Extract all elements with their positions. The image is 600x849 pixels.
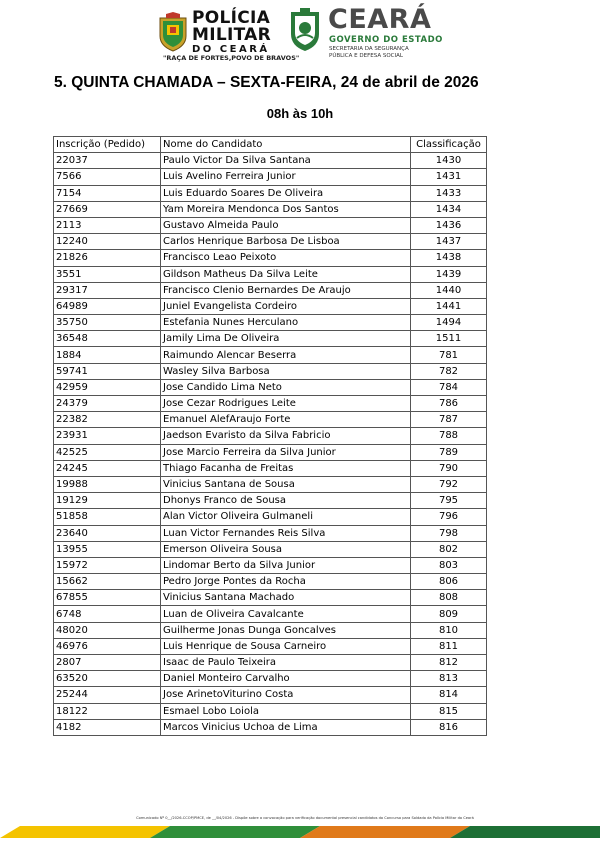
cell-inscricao: 35750 — [54, 315, 161, 331]
table-row — [54, 574, 487, 590]
document-title: 5. QUINTA CHAMADA – SEXTA-FEIRA, 24 de abril de 2026 — [54, 74, 479, 91]
cell-nome: Jose Marcio Ferreira da Silva Junior — [161, 444, 411, 460]
cell-inscricao: 22382 — [54, 412, 161, 428]
stripe-band — [300, 826, 470, 838]
cell-inscricao: 36548 — [54, 331, 161, 347]
cell-inscricao: 46976 — [54, 638, 161, 654]
cell-inscricao: 67855 — [54, 590, 161, 606]
ceara-logo — [288, 4, 448, 60]
cell-nome: Juniel Evangelista Cordeiro — [161, 298, 411, 314]
table-row — [54, 493, 487, 509]
cell-inscricao: 7154 — [54, 185, 161, 201]
cell-classificacao: 1438 — [411, 250, 487, 266]
table-row — [54, 201, 487, 217]
cell-inscricao: 23931 — [54, 428, 161, 444]
table-row — [54, 217, 487, 233]
footer-stripe — [0, 826, 600, 838]
table-row — [54, 525, 487, 541]
cell-classificacao: 1511 — [411, 331, 487, 347]
cell-inscricao: 64989 — [54, 298, 161, 314]
cell-nome: Marcos Vinicius Uchoa de Lima — [161, 719, 411, 735]
cell-inscricao: 1884 — [54, 347, 161, 363]
cell-nome: Vinicius Santana de Sousa — [161, 476, 411, 492]
table-row — [54, 412, 487, 428]
cell-classificacao: 812 — [411, 655, 487, 671]
cell-classificacao: 803 — [411, 557, 487, 573]
header-classificacao: Classificação — [411, 137, 487, 153]
cell-classificacao: 798 — [411, 525, 487, 541]
cell-inscricao: 7566 — [54, 169, 161, 185]
cell-classificacao: 1494 — [411, 315, 487, 331]
cell-inscricao: 27669 — [54, 201, 161, 217]
cell-classificacao: 787 — [411, 412, 487, 428]
table-row — [54, 428, 487, 444]
table-row — [54, 153, 487, 169]
cell-classificacao: 786 — [411, 396, 487, 412]
table-row — [54, 444, 487, 460]
ceara-logo-gov: GOVERNO DO ESTADO — [329, 35, 443, 45]
cell-inscricao: 12240 — [54, 234, 161, 250]
cell-nome: Isaac de Paulo Teixeira — [161, 655, 411, 671]
cell-inscricao: 25244 — [54, 687, 161, 703]
cell-classificacao: 784 — [411, 379, 487, 395]
table-header-row — [54, 137, 487, 153]
cell-classificacao: 792 — [411, 476, 487, 492]
cell-classificacao: 813 — [411, 671, 487, 687]
pm-logo-line3: DO CEARÁ — [192, 44, 270, 55]
cell-inscricao: 2113 — [54, 217, 161, 233]
pm-logo-line2: MILITAR — [192, 25, 272, 45]
cell-nome: Emanuel AlefAraujo Forte — [161, 412, 411, 428]
cell-classificacao: 1431 — [411, 169, 487, 185]
cell-inscricao: 51858 — [54, 509, 161, 525]
cell-nome: Carlos Henrique Barbosa De Lisboa — [161, 234, 411, 250]
table-row — [54, 638, 487, 654]
header-nome: Nome do Candidato — [161, 137, 411, 153]
cell-nome: Wasley Silva Barbosa — [161, 363, 411, 379]
cell-nome: Luan Victor Fernandes Reis Silva — [161, 525, 411, 541]
table-row — [54, 476, 487, 492]
table-row — [54, 687, 487, 703]
pm-logo-motto: "RAÇA DE FORTES,POVO DE BRAVOS" — [163, 54, 300, 62]
cell-inscricao: 6748 — [54, 606, 161, 622]
cell-classificacao: 1434 — [411, 201, 487, 217]
cell-classificacao: 810 — [411, 622, 487, 638]
cell-nome: Jose Cezar Rodrigues Leite — [161, 396, 411, 412]
table-row — [54, 557, 487, 573]
cell-nome: Dhonys Franco de Sousa — [161, 493, 411, 509]
cell-classificacao: 1437 — [411, 234, 487, 250]
cell-inscricao: 24379 — [54, 396, 161, 412]
time-slot: 08h às 10h — [266, 106, 334, 121]
cell-classificacao: 806 — [411, 574, 487, 590]
cell-inscricao: 15972 — [54, 557, 161, 573]
cell-nome: Emerson Oliveira Sousa — [161, 541, 411, 557]
cell-classificacao: 789 — [411, 444, 487, 460]
cell-nome: Jaedson Evaristo da Silva Fabricio — [161, 428, 411, 444]
cell-nome: Daniel Monteiro Carvalho — [161, 671, 411, 687]
cell-classificacao: 781 — [411, 347, 487, 363]
cell-inscricao: 29317 — [54, 282, 161, 298]
cell-inscricao: 13955 — [54, 541, 161, 557]
ceara-logo-sec-line1: SECRETARIA DA SEGURANÇA — [329, 46, 409, 52]
table-row — [54, 719, 487, 735]
cell-nome: Gustavo Almeida Paulo — [161, 217, 411, 233]
cell-inscricao: 3551 — [54, 266, 161, 282]
cell-inscricao: 2807 — [54, 655, 161, 671]
stripe-band — [150, 826, 320, 838]
cell-nome: Luan de Oliveira Cavalcante — [161, 606, 411, 622]
cell-classificacao: 811 — [411, 638, 487, 654]
cell-nome: Jose Candido Lima Neto — [161, 379, 411, 395]
cell-classificacao: 814 — [411, 687, 487, 703]
table-row — [54, 169, 487, 185]
cell-inscricao: 15662 — [54, 574, 161, 590]
footer-note: Comunicado Nº 0__/2026-CCOP/PMCE, de __/04/2026 - Dispõe sobre a convocação para verificação documental presencial candidatos do Concurso para Soldado da Polícia Militar do Ceará — [136, 816, 474, 820]
cell-inscricao: 19988 — [54, 476, 161, 492]
table-row — [54, 379, 487, 395]
stripe-band — [0, 826, 170, 838]
header-inscricao: Inscrição (Pedido) — [54, 137, 161, 153]
cell-classificacao: 1436 — [411, 217, 487, 233]
cell-classificacao: 1433 — [411, 185, 487, 201]
cell-inscricao: 63520 — [54, 671, 161, 687]
table-row — [54, 655, 487, 671]
cell-inscricao: 18122 — [54, 703, 161, 719]
table-row — [54, 315, 487, 331]
table-row — [54, 460, 487, 476]
table-row — [54, 250, 487, 266]
pm-logo — [158, 8, 300, 62]
table-row — [54, 671, 487, 687]
table-row — [54, 266, 487, 282]
table-row — [54, 282, 487, 298]
cell-nome: Thiago Facanha de Freitas — [161, 460, 411, 476]
cell-classificacao: 808 — [411, 590, 487, 606]
table-row — [54, 396, 487, 412]
cell-classificacao: 788 — [411, 428, 487, 444]
cell-inscricao: 22037 — [54, 153, 161, 169]
stripe-band — [450, 826, 600, 838]
cell-inscricao: 19129 — [54, 493, 161, 509]
cell-nome: Pedro Jorge Pontes da Rocha — [161, 574, 411, 590]
cell-nome: Jose ArinetoViturino Costa — [161, 687, 411, 703]
table-row — [54, 185, 487, 201]
table-row — [54, 590, 487, 606]
table-row — [54, 331, 487, 347]
table-row — [54, 703, 487, 719]
ceara-seal-icon — [288, 8, 322, 52]
table-row — [54, 606, 487, 622]
cell-inscricao: 23640 — [54, 525, 161, 541]
cell-nome: Francisco Leao Peixoto — [161, 250, 411, 266]
cell-classificacao: 790 — [411, 460, 487, 476]
ceara-logo-name: CEARÁ — [328, 4, 432, 35]
ceara-logo-sec-line2: PÚBLICA E DEFESA SOCIAL — [329, 53, 403, 59]
cell-classificacao: 816 — [411, 719, 487, 735]
cell-nome: Esmael Lobo Loiola — [161, 703, 411, 719]
cell-nome: Luis Avelino Ferreira Junior — [161, 169, 411, 185]
cell-classificacao: 802 — [411, 541, 487, 557]
candidates-table — [53, 136, 487, 736]
table-body — [54, 153, 487, 736]
cell-nome: Jamily Lima De Oliveira — [161, 331, 411, 347]
cell-inscricao: 48020 — [54, 622, 161, 638]
cell-classificacao: 795 — [411, 493, 487, 509]
pm-logo-line1: POLÍCIA — [192, 8, 271, 28]
table-row — [54, 509, 487, 525]
cell-classificacao: 782 — [411, 363, 487, 379]
cell-classificacao: 815 — [411, 703, 487, 719]
cell-nome: Alan Victor Oliveira Gulmaneli — [161, 509, 411, 525]
table-row — [54, 622, 487, 638]
cell-inscricao: 59741 — [54, 363, 161, 379]
cell-nome: Estefania Nunes Herculano — [161, 315, 411, 331]
cell-classificacao: 1439 — [411, 266, 487, 282]
pm-logo-text — [192, 10, 271, 55]
cell-nome: Luis Eduardo Soares De Oliveira — [161, 185, 411, 201]
table-row — [54, 347, 487, 363]
cell-inscricao: 42959 — [54, 379, 161, 395]
cell-inscricao: 4182 — [54, 719, 161, 735]
cell-classificacao: 1441 — [411, 298, 487, 314]
table-row — [54, 363, 487, 379]
cell-nome: Paulo Victor Da Silva Santana — [161, 153, 411, 169]
cell-classificacao: 1440 — [411, 282, 487, 298]
table-row — [54, 298, 487, 314]
cell-nome: Luis Henrique de Sousa Carneiro — [161, 638, 411, 654]
cell-inscricao: 42525 — [54, 444, 161, 460]
cell-classificacao: 1430 — [411, 153, 487, 169]
cell-nome: Vinicius Santana Machado — [161, 590, 411, 606]
cell-nome: Gildson Matheus Da Silva Leite — [161, 266, 411, 282]
cell-nome: Francisco Clenio Bernardes De Araujo — [161, 282, 411, 298]
cell-nome: Yam Moreira Mendonca Dos Santos — [161, 201, 411, 217]
table-row — [54, 234, 487, 250]
cell-nome: Lindomar Berto da Silva Junior — [161, 557, 411, 573]
cell-inscricao: 24245 — [54, 460, 161, 476]
ceara-logo-secretaria — [329, 46, 409, 60]
table-row — [54, 541, 487, 557]
cell-classificacao: 796 — [411, 509, 487, 525]
cell-inscricao: 21826 — [54, 250, 161, 266]
cell-classificacao: 809 — [411, 606, 487, 622]
cell-nome: Raimundo Alencar Beserra — [161, 347, 411, 363]
cell-nome: Guilherme Jonas Dunga Goncalves — [161, 622, 411, 638]
pm-shield-icon — [158, 12, 188, 52]
